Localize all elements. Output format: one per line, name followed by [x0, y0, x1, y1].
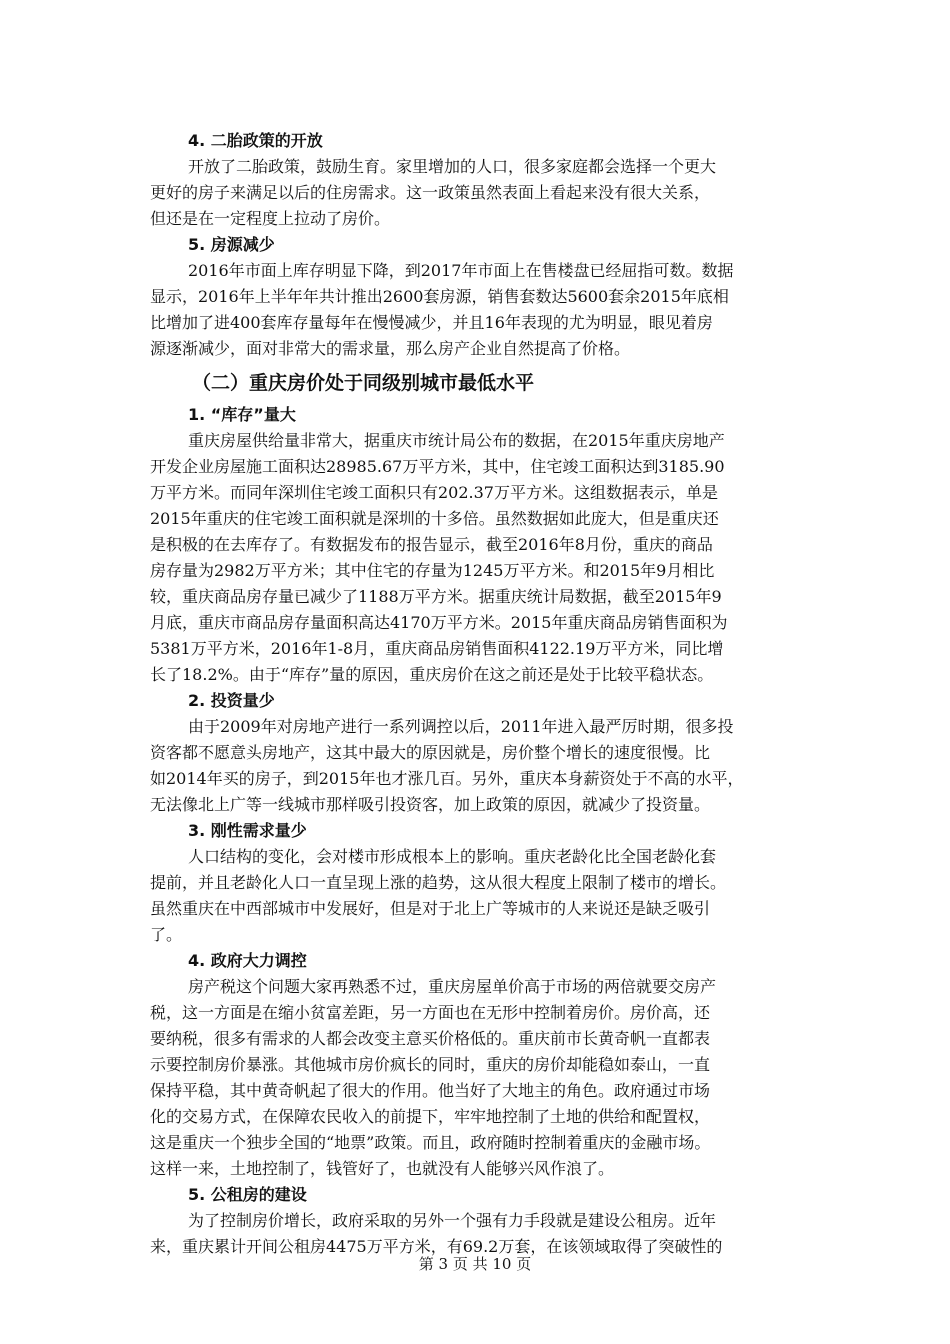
subsection-heading: 5. 房源减少 [188, 235, 275, 254]
text-line: 开放了二胎政策，鼓励生育。家里增加的人口，很多家庭都会选择一个更大 [188, 157, 717, 176]
subsection-heading: 1. “库存”量大 [188, 405, 296, 424]
text-line: 但还是在一定程度上拉动了房价。 [150, 209, 391, 228]
paragraph [150, 428, 830, 688]
text-line: 来，重庆累计开间公租房4475万平方米，有69.2万套，在该领域取得了突破性的 [150, 1237, 723, 1256]
text-line: 月底，重庆市商品房存量面积高达4170万平方米。2015年重庆商品房销售面积为 [150, 613, 728, 632]
text-line: 这是重庆一个独步全国的“地票”政策。而且，政府随时控制着重庆的金融市场。 [150, 1133, 711, 1152]
text-line: 是积极的在去库存了。有数据发布的报告显示，截至2016年8月份，重庆的商品 [150, 535, 713, 554]
section-heading: （二）重庆房价处于同级别城市最低水平 [192, 372, 535, 394]
page-footer: 第 3 页 共 10 页 [418, 1255, 532, 1273]
page-body [150, 128, 830, 1260]
paragraph [150, 714, 830, 818]
paragraph [150, 974, 830, 1182]
text-line: 5381万平方米，2016年1-8月，重庆商品房销售面积4122.19万平方米，同比增 [150, 639, 724, 658]
text-line: 2016年市面上库存明显下降，到2017年市面上在售楼盘已经屈指可数。数据 [188, 261, 734, 280]
text-line: 更好的房子来满足以后的住房需求。这一政策虽然表面上看起来没有很大关系， [150, 183, 711, 202]
text-line: 较，重庆商品房存量已减少了1188万平方米。据重庆统计局数据，截至2015年9 [150, 587, 722, 606]
paragraph [150, 154, 830, 232]
subsection-heading: 4. 政府大力调控 [188, 951, 307, 970]
text-line: 保持平稳，其中黄奇帆起了很大的作用。他当好了大地主的角色。政府通过市场 [150, 1081, 711, 1100]
text-line: 开发企业房屋施工面积达28985.67万平方米，其中，住宅竣工面积达到3185.90 [150, 457, 725, 476]
text-line: 源逐渐减少，面对非常大的需求量，那么房产企业自然提高了价格。 [150, 339, 631, 358]
text-line: 2015年重庆的住宅竣工面积就是深圳的十多倍。虽然数据如此庞大，但是重庆还 [150, 509, 719, 528]
text-line: 这样一来，土地控制了，钱管好了，也就没有人能够兴风作浪了。 [150, 1159, 615, 1178]
text-line: 显示，2016年上半年年共计推出2600套房源，销售套数达5600套余2015年底相 [150, 287, 729, 306]
subsection-heading: 2. 投资量少 [188, 691, 275, 710]
text-line: 长了18.2%。由于“库存”量的原因，重庆房价在这之前还是处于比较平稳状态。 [150, 665, 714, 684]
subsection-heading: 3. 刚性需求量少 [188, 821, 307, 840]
text-line: 房产税这个问题大家再熟悉不过，重庆房屋单价高于市场的两倍就要交房产 [188, 977, 717, 996]
paragraph [150, 258, 830, 362]
text-line: 了。 [150, 925, 183, 944]
text-line: 无法像北上广等一线城市那样吸引投资客，加上政策的原因，就减少了投资量。 [150, 795, 711, 814]
text-line: 如2014年买的房子，到2015年也才涨几百。另外，重庆本身薪资处于不高的水平， [150, 769, 744, 788]
text-line: 万平方米。而同年深圳住宅竣工面积只有202.37万平方米。这组数据表示，单是 [150, 483, 718, 502]
text-line: 提前，并且老龄化人口一直呈现上涨的趋势，这从很大程度上限制了楼市的增长。 [150, 873, 727, 892]
text-line: 资客都不愿意头房地产，这其中最大的原因就是，房价整个增长的速度很慢。比 [150, 743, 711, 762]
paragraph [150, 844, 830, 948]
subsection-heading: 5. 公租房的建设 [188, 1185, 307, 1204]
text-line: 要纳税，很多有需求的人都会改变主意买价格低的。重庆前市长黄奇帆一直都表 [150, 1029, 711, 1048]
text-line: 化的交易方式，在保障农民收入的前提下，牢牢地控制了土地的供给和配置权， [150, 1107, 711, 1126]
text-line: 虽然重庆在中西部城市中发展好，但是对于北上广等城市的人来说还是缺乏吸引 [150, 899, 711, 918]
text-line: 重庆房屋供给量非常大，据重庆市统计局公布的数据，在2015年重庆房地产 [188, 431, 725, 450]
text-line: 人口结构的变化，会对楼市形成根本上的影响。重庆老龄化比全国老龄化套 [188, 847, 717, 866]
subsection-heading: 4. 二胎政策的开放 [188, 131, 323, 150]
text-line: 为了控制房价增长，政府采取的另外一个强有力手段就是建设公租房。近年 [188, 1211, 717, 1230]
text-line: 示要控制房价暴涨。其他城市房价疯长的同时，重庆的房价却能稳如泰山，一直 [150, 1055, 711, 1074]
text-line: 比增加了进400套库存量每年在慢慢减少，并且16年表现的尤为明显，眼见着房 [150, 313, 713, 332]
text-line: 由于2009年对房地产进行一系列调控以后，2011年进入最严厉时期，很多投 [188, 717, 734, 736]
text-line: 房存量为2982万平方米；其中住宅的存量为1245万平方米。和2015年9月相比 [150, 561, 715, 580]
text-line: 税，这一方面是在缩小贫富差距，另一方面也在无形中控制着房价。房价高，还 [150, 1003, 711, 1022]
